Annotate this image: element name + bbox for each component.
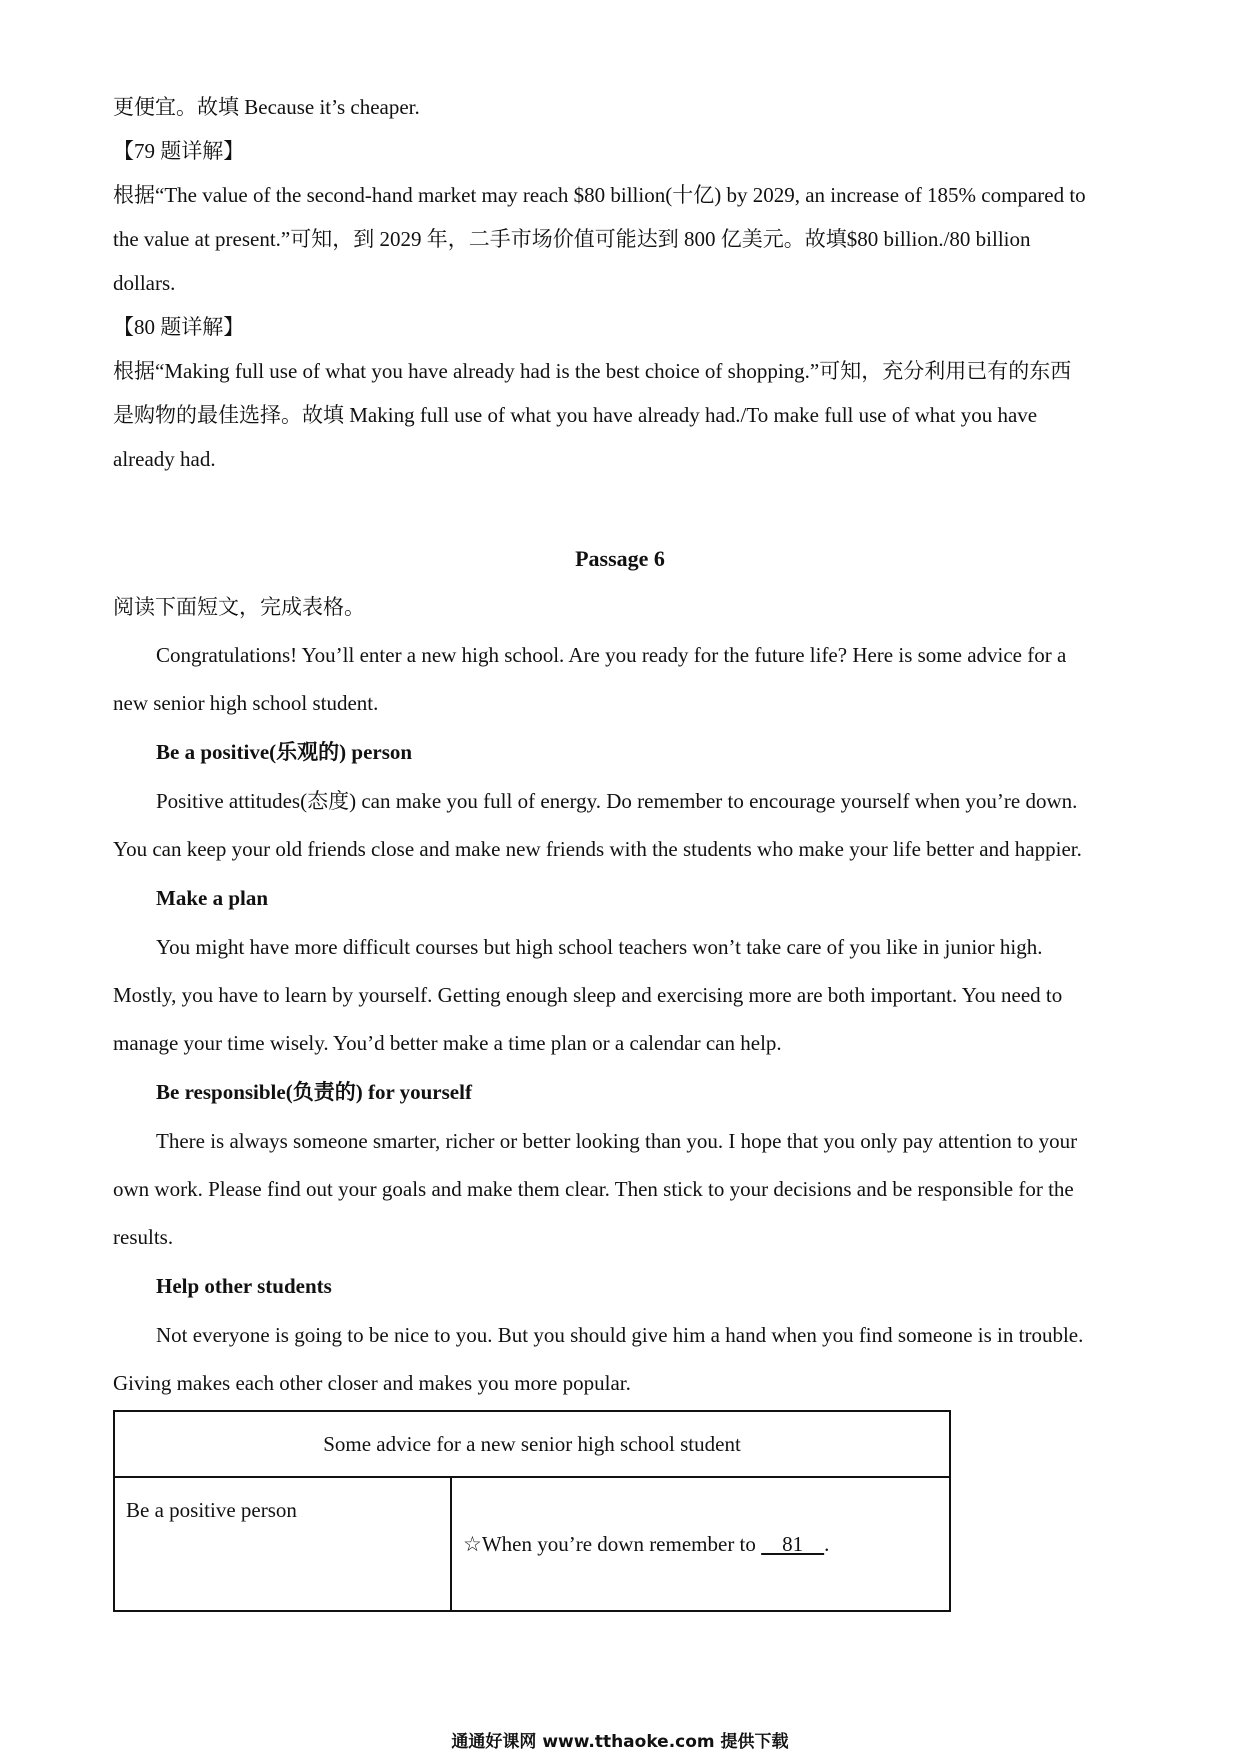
section-positive-line-1: Positive attitudes(态度) can make you full of energy. Do remember to encourage yourself when you’re down. <box>156 789 1078 813</box>
section-responsible-line-3: results. <box>113 1225 174 1249</box>
table-row-text: ☆When you’re down remember to <box>463 1531 762 1556</box>
section-heading-help: Help other students <box>156 1274 332 1298</box>
answer-79-line-3: dollars. <box>113 271 176 295</box>
section-heading-positive: Be a positive(乐观的) person <box>156 740 413 764</box>
page-footer: 通通好课网 www.tthaoke.com 提供下载 <box>451 1732 789 1752</box>
table-row-period: . <box>824 1531 830 1556</box>
section-responsible-line-1: There is always someone smarter, richer or better looking than you. I hope that you only pay attention to your <box>156 1129 1078 1153</box>
answer-80-heading: 【80 题详解】 <box>113 315 245 339</box>
section-responsible-line-2: own work. Please find out your goals and make them clear. Then stick to your decisions and be responsible for the <box>113 1177 1074 1201</box>
section-positive-line-2: You can keep your old friends close and make new friends with the students who make your life better and happier. <box>113 837 1082 861</box>
answer-80-line-1: 根据“Making full use of what you have already had is the best choice of shopping.”可知，充分利用已有的东西 <box>113 359 1072 383</box>
table-row <box>114 1477 950 1611</box>
answer-80-line-3: already had. <box>113 447 216 471</box>
section-heading-plan: Make a plan <box>156 886 269 910</box>
answer-79-heading: 【79 题详解】 <box>113 139 245 163</box>
table-header-row <box>114 1411 950 1477</box>
intro-line-1: Congratulations! You’ll enter a new high school. Are you ready for the future life? Here is some advice for a <box>156 643 1067 667</box>
intro-line-2: new senior high school student. <box>113 691 379 715</box>
answer-79-line-2: the value at present.”可知，到 2029 年，二手市场价值可能达到 800 亿美元。故填$80 billion./80 billion <box>113 227 1031 251</box>
table-row-label: Be a positive person <box>114 1477 451 1611</box>
answer-78-end: 更便宜。故填 Because it’s cheaper. <box>113 95 420 119</box>
answer-blank-81[interactable]: 81 <box>761 1531 825 1556</box>
section-plan-line-2: Mostly, you have to learn by yourself. Getting enough sleep and exercising more are both important. You need to <box>113 983 1063 1007</box>
passage-instruction: 阅读下面短文，完成表格。 <box>113 595 365 619</box>
section-plan-line-1: You might have more difficult courses but high school teachers won’t take care of you like in junior high. <box>156 935 1043 959</box>
advice-table <box>113 1410 951 1612</box>
table-header: Some advice for a new senior high school student <box>114 1411 950 1477</box>
section-heading-responsible: Be responsible(负责的) for yourself <box>156 1080 472 1104</box>
section-help-line-1: Not everyone is going to be nice to you. But you should give him a hand when you find someone is in trouble. <box>156 1323 1084 1347</box>
section-plan-line-3: manage your time wisely. You’d better make a time plan or a calendar can help. <box>113 1031 782 1055</box>
answer-80-line-2: 是购物的最佳选择。故填 Making full use of what you have already had./To make full use of what you have <box>113 403 1038 427</box>
answer-79-line-1: 根据“The value of the second-hand market may reach $80 billion(十亿) by 2029, an increase of 185% compared to <box>113 183 1086 207</box>
section-help-line-2: Giving makes each other closer and makes you more popular. <box>113 1371 631 1395</box>
table-row-content <box>451 1477 950 1611</box>
passage-title: Passage 6 <box>575 546 665 571</box>
